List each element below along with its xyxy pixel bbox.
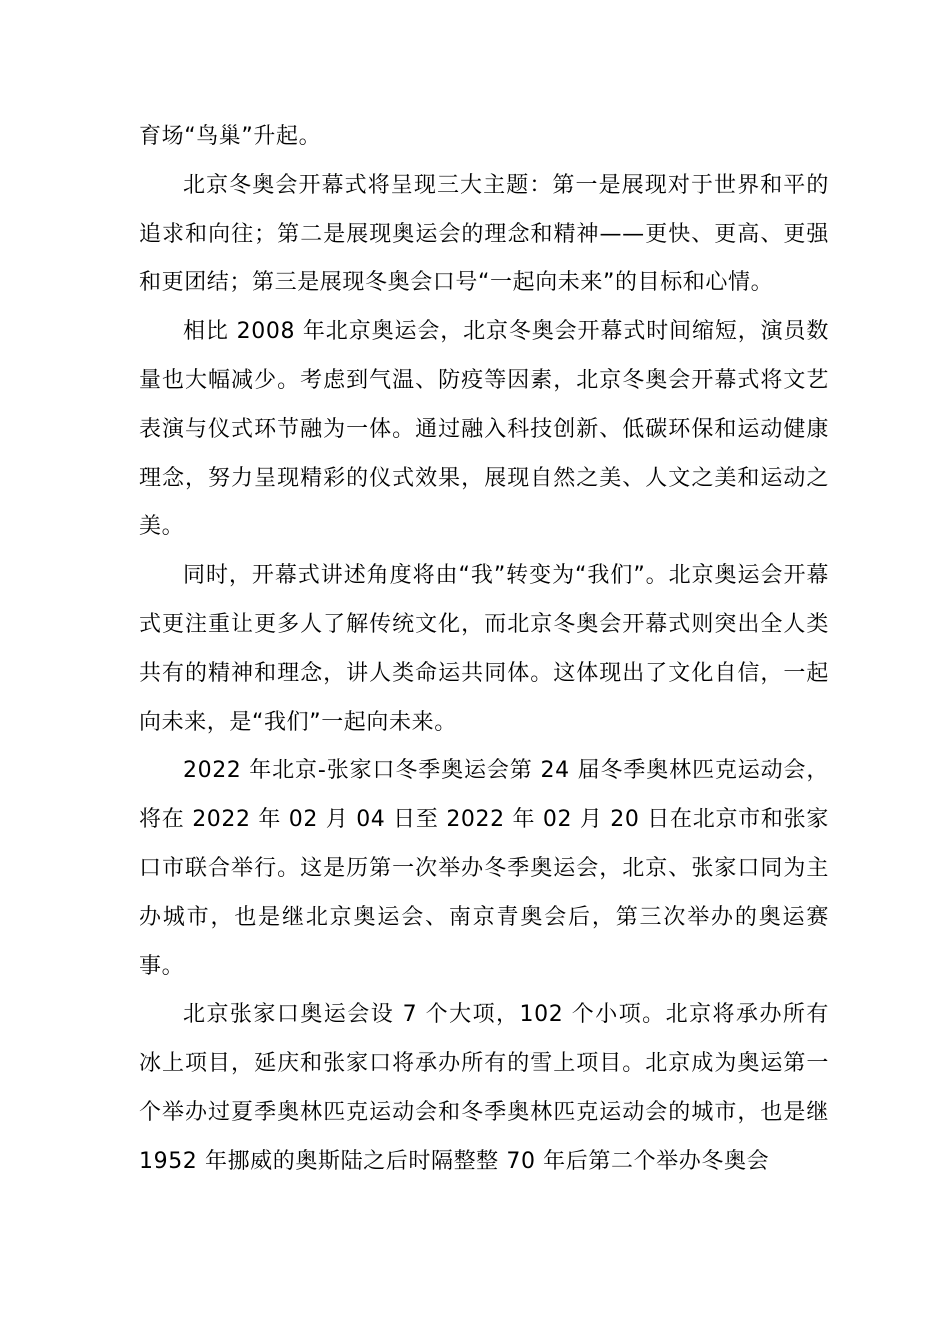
paragraph-1: 育场“鸟巢”升起。	[139, 124, 322, 149]
document-body	[139, 113, 829, 1187]
paragraph-5: 2022 年北京-张家口冬季奥运会第 24 届冬季奥林匹克运动会，将在 2022 年 02 月 04 日至 2022 年 02 月 20 日在北京市和张家口市联合举行。这是历第一次举办冬季奥运会，北京、张家口同为主办城市，也是继北京奥运会、南京青奥会后，第三次举办的奥运赛事。	[139, 758, 829, 979]
paragraph-2: 北京冬奥会开幕式将呈现三大主题：第一是展现对于世界和平的追求和向往；第二是展现奥运会的理念和精神——更快、更高、更强和更团结；第三是展现冬奥会口号“一起向未来”的目标和心情。	[139, 172, 829, 296]
paragraph-3: 相比 2008 年北京奥运会，北京冬奥会开幕式时间缩短，演员数量也大幅减少。考虑到气温、防疫等因素，北京冬奥会开幕式将文艺表演与仪式环节融为一体。通过融入科技创新、低碳环保和运动健康理念，努力呈现精彩的仪式效果，展现自然之美、人文之美和运动之美。	[139, 319, 829, 540]
paragraph-6: 北京张家口奥运会设 7 个大项，102 个小项。北京将承办所有冰上项目，延庆和张家口将承办所有的雪上项目。北京成为奥运第一个举办过夏季奥林匹克运动会和冬季奥林匹克运动会的城市，也是继 1952 年挪威的奥斯陆之后时隔整整 70 年后第二个举办冬奥会	[139, 1002, 829, 1174]
paragraph-4: 同时，开幕式讲述角度将由“我”转变为“我们”。北京奥运会开幕式更注重让更多人了解传统文化，而北京冬奥会开幕式则突出全人类共有的精神和理念，讲人类命运共同体。这体现出了文化自信，一起向未来，是“我们”一起向未来。	[139, 563, 829, 735]
